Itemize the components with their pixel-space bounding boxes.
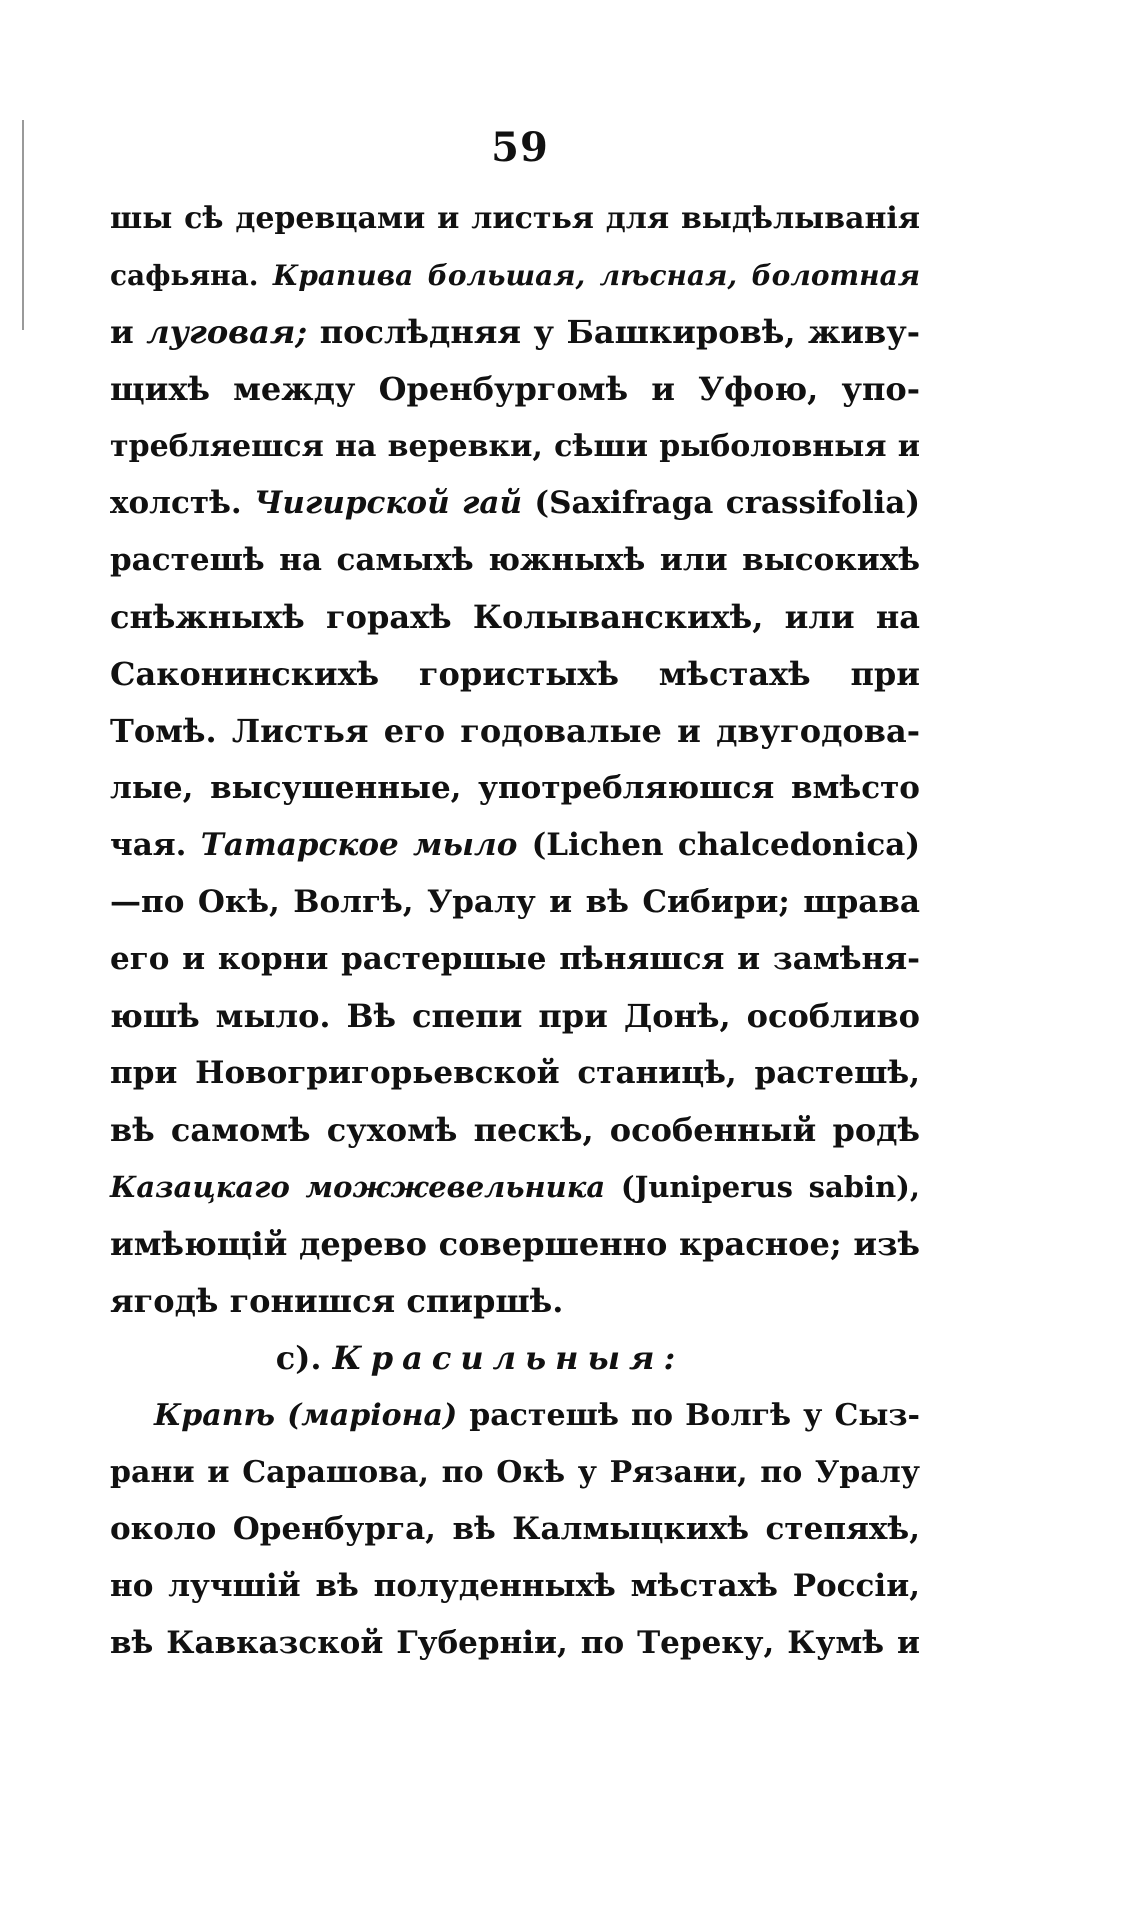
- text-line: имѣющій дерево совершенно красное; изѣ: [110, 1225, 920, 1263]
- plant-alias: (маріона): [287, 1398, 458, 1433]
- text-line: ягодѣ гонишся спиршѣ.: [110, 1282, 564, 1320]
- body-text: [110, 190, 920, 1672]
- text-line: юшѣ мыло. Вѣ спепи при Донѣ, особливо: [110, 997, 920, 1035]
- plant-name: Чигирской гай: [254, 485, 523, 521]
- text-line: снѣжныхѣ горахѣ Колыванскихѣ, или на: [110, 598, 920, 636]
- text-line: при Новогригорьевской станицѣ, растешѣ,: [110, 1055, 920, 1091]
- text-line: вѣ самомѣ сухомѣ пескѣ, особенный родѣ: [110, 1111, 920, 1149]
- text-line: Крапѣ (маріона) растешѣ по Волгѣ у Сыз-: [154, 1398, 920, 1433]
- text-line: сафьяна. Крапива большая, лѣсная, болотная: [110, 259, 920, 292]
- latin-name: (Saxifraga crassifolia): [534, 485, 920, 521]
- text-line: его и корни растершые пѣняшся и замѣня-: [110, 941, 920, 977]
- text-line: рани и Сарашова, по Окѣ у Рязани, по Уралу: [110, 1455, 920, 1490]
- section-marker: с).: [275, 1339, 322, 1377]
- plant-name: Крапѣ: [154, 1398, 276, 1433]
- plant-name: Татарское мыло: [200, 827, 518, 863]
- text-line: Саконинскихѣ гористыхѣ мѣстахѣ при: [110, 655, 920, 693]
- text-line: [110, 1159, 920, 1216]
- latin-name: (Lichen chalcedonica): [531, 827, 920, 863]
- text-line: около Оренбурга, вѣ Калмыцкихѣ степяхѣ,: [110, 1511, 920, 1547]
- text-line: щихѣ между Оренбургомѣ и Уфою, упо-: [110, 370, 920, 408]
- text-line: и луговая; послѣдняя у Башкировѣ, живу-: [110, 313, 921, 351]
- text-line: —по Окѣ, Волгѣ, Уралу и вѣ Сибири; шрава: [110, 884, 920, 920]
- section-title: Красильныя:: [332, 1339, 685, 1377]
- text-line: холстѣ. Чигирской гай (Saxifraga crassifolia): [110, 485, 920, 521]
- text-line: Томѣ. Листья его годовалые и двугодова-: [110, 712, 920, 750]
- plant-name: луговая;: [146, 313, 308, 351]
- text-line: но лучшій вѣ полуденныхѣ мѣстахѣ Россіи,: [110, 1568, 920, 1604]
- text-line: чая. Татарское мыло (Lichen chalcedonica): [110, 827, 920, 863]
- plant-name: Крапива большая, лѣсная, болотная: [272, 259, 920, 292]
- page-number: 59: [491, 124, 549, 171]
- text-line: шы сѣ деревцами и листья для выдѣлыванія: [110, 201, 920, 236]
- text-line: требляешся на веревки, сѣши рыболовныя и: [110, 429, 920, 464]
- text-line: вѣ Кавказской Губерніи, по Тереку, Кумѣ и: [110, 1625, 920, 1661]
- text-line: растешѣ на самыхѣ южныхѣ или высокихѣ: [110, 542, 920, 578]
- latin-name: (Juniperus sabin),: [620, 1170, 920, 1204]
- section-heading: [110, 1330, 920, 1387]
- plant-name: Казацкаго можжевельника: [110, 1170, 606, 1204]
- text-line: лые, высушенные, употребляюшся вмѣсто: [110, 770, 920, 806]
